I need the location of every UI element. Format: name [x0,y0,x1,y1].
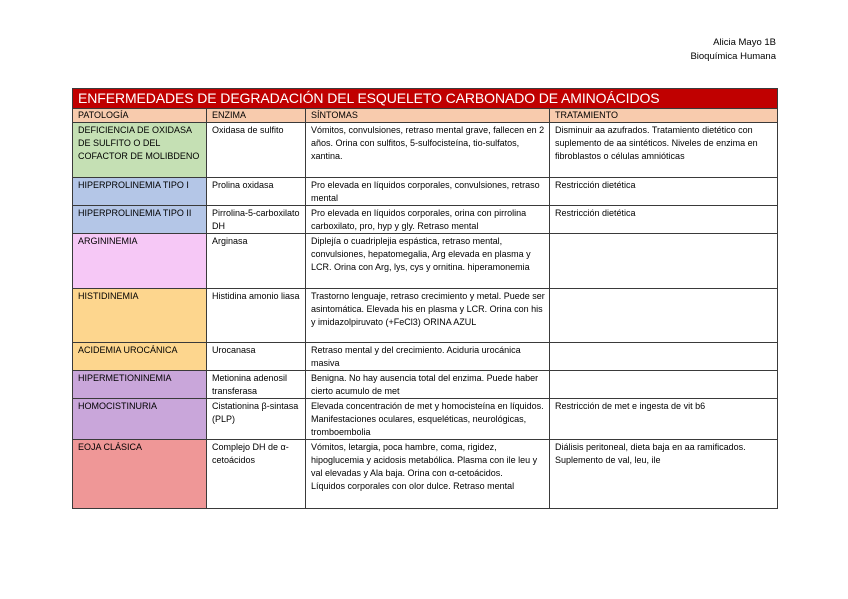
pathology-cell: DEFICIENCIA DE OXIDASA DE SULFITO O DEL COFACTOR DE MOLIBDENO [73,123,207,178]
enzyme-cell: Oxidasa de sulfito [207,123,306,178]
table-title-row [73,89,778,109]
symptoms-cell: Retraso mental y del crecimiento. Aciduria urocánica masiva [306,343,550,371]
treatment-cell [550,289,778,343]
treatment-cell: Restricción dietética [550,178,778,206]
table-row [73,206,778,234]
table-row [73,289,778,343]
subject-name: Bioquímica Humana [690,51,776,62]
enzyme-cell: Prolina oxidasa [207,178,306,206]
treatment-cell [550,343,778,371]
symptoms-cell: Pro elevada en líquidos corporales, orina con pirrolina carboxilato, pro, hyp y gly. Retraso mental [306,206,550,234]
enzyme-cell: Urocanasa [207,343,306,371]
author-name: Alicia Mayo 1B [713,37,776,48]
table-row [73,399,778,440]
table-row [73,123,778,178]
pathology-cell: HOMOCISTINURIA [73,399,207,440]
enzyme-cell: Complejo DH de α-cetoácidos [207,440,306,509]
table-row [73,234,778,289]
document-header [690,36,776,64]
enzyme-cell: Cistationina β-sintasa (PLP) [207,399,306,440]
symptoms-cell: Vómitos, letargia, poca hambre, coma, rigidez, hipoglucemia y acidosis metabólica. Plasma con ile leu y val elevadas y Ala baja. Orina con α-cetoácidos. Líquidos corporales con olor dulce. Retraso mental [306,440,550,509]
treatment-cell [550,371,778,399]
treatment-cell: Restricción de met e ingesta de vit b6 [550,399,778,440]
symptoms-cell: Benigna. No hay ausencia total del enzima. Puede haber cierto acumulo de met [306,371,550,399]
pathology-cell: HIPERPROLINEMIA TIPO I [73,178,207,206]
treatment-cell [550,234,778,289]
table-header-row [73,109,778,123]
pathology-cell: ACIDEMIA UROCÁNICA [73,343,207,371]
column-header-pathology: PATOLOGÍA [73,109,207,123]
enzyme-cell: Pirrolina-5-carboxilato DH [207,206,306,234]
treatment-cell: Disminuir aa azufrados. Tratamiento dietético con suplemento de aa sintéticos. Niveles de enzima en fibroblastos o células amnióticas [550,123,778,178]
pathology-cell: HIPERMETIONINEMIA [73,371,207,399]
pathology-cell: EOJA CLÁSICA [73,440,207,509]
symptoms-cell: Elevada concentración de met y homocisteína en líquidos. Manifestaciones oculares, esqueléticas, neurológicas, tromboembolia [306,399,550,440]
table-row [73,178,778,206]
pathology-cell: HISTIDINEMIA [73,289,207,343]
symptoms-cell: Trastorno lenguaje, retraso crecimiento y metal. Puede ser asintomática. Elevada his en plasma y LCR. Orina con his y imidazolpiruvato (+FeCl3) ORINA AZUL [306,289,550,343]
table-row [73,440,778,509]
table-row [73,343,778,371]
column-header-symptoms: SÍNTOMAS [306,109,550,123]
pathology-cell: ARGININEMIA [73,234,207,289]
disease-table [72,88,778,509]
enzyme-cell: Metionina adenosil transferasa [207,371,306,399]
column-header-enzyme: ENZIMA [207,109,306,123]
symptoms-cell: Vómitos, convulsiones, retraso mental grave, fallecen en 2 años. Orina con sulfitos, 5-sulfocisteína, tio-sulfatos, xantina. [306,123,550,178]
enzyme-cell: Histidina amonio liasa [207,289,306,343]
table-title: ENFERMEDADES DE DEGRADACIÓN DEL ESQUELETO CARBONADO DE AMINOÁCIDOS [73,89,778,109]
table-row [73,371,778,399]
enzyme-cell: Arginasa [207,234,306,289]
pathology-cell: HIPERPROLINEMIA TIPO II [73,206,207,234]
treatment-cell: Restricción dietética [550,206,778,234]
column-header-treatment: TRATAMIENTO [550,109,778,123]
treatment-cell: Diálisis peritoneal, dieta baja en aa ramificados. Suplemento de val, leu, ile [550,440,778,509]
symptoms-cell: Diplejía o cuadriplejia espástica, retraso mental, convulsiones, hepatomegalia, Arg elevada en plasma y LCR. Orina con Arg, lys, cys y ornitina. hiperamonemia [306,234,550,289]
symptoms-cell: Pro elevada en líquidos corporales, convulsiones, retraso mental [306,178,550,206]
